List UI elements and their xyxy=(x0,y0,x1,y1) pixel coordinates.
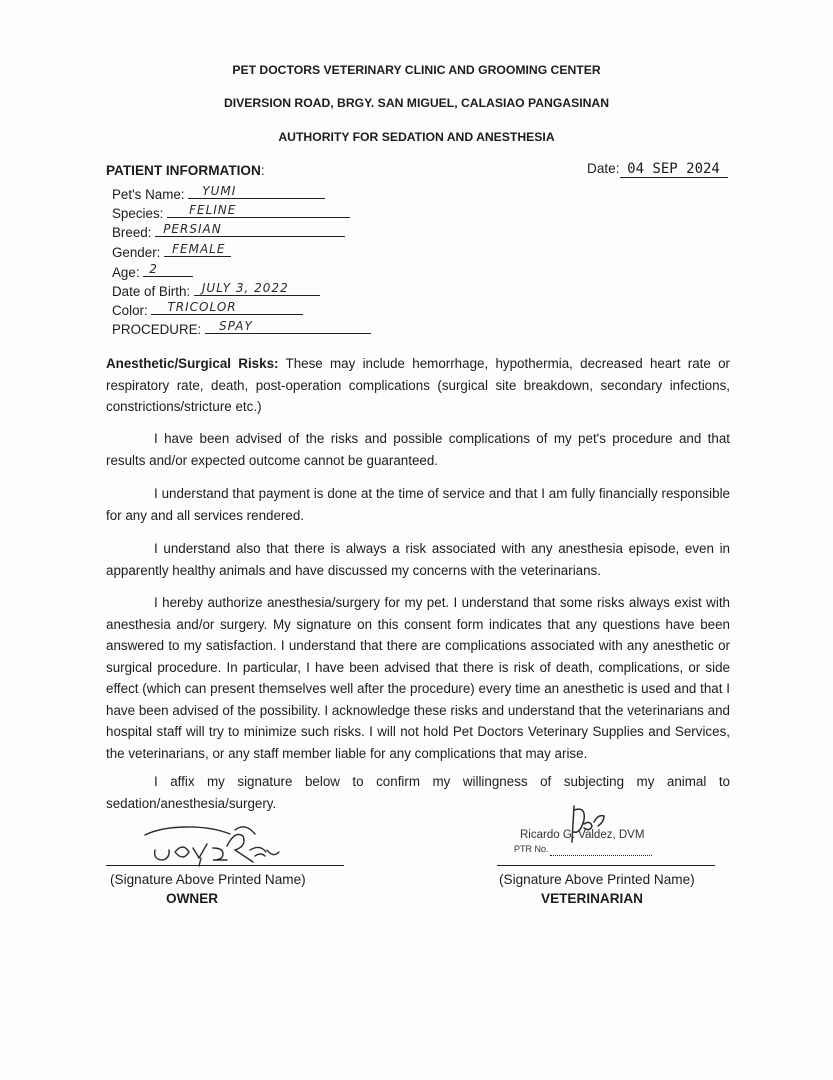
owner-role-label: OWNER xyxy=(166,891,219,906)
clinic-address: DIVERSION ROAD, BRGY. SAN MIGUEL, CALASIAO PANGASINAN xyxy=(223,96,610,110)
field-label: Breed: xyxy=(112,225,152,240)
field-value: FEMALE xyxy=(164,242,231,257)
vet-signature-caption: (Signature Above Printed Name) xyxy=(499,872,695,887)
risks-paragraph xyxy=(106,353,730,418)
paragraph-affix-signature: I affix my signature below to confirm my willingness of subjecting my animal to sedation/anesthesia/surgery. xyxy=(106,774,730,811)
date-field xyxy=(587,161,728,178)
vet-ptr-label: PTR No. xyxy=(514,844,549,854)
field-label: Pet's Name: xyxy=(112,187,185,202)
field-value: JULY 3, 2022 xyxy=(194,281,320,296)
owner-signature-line xyxy=(106,865,344,866)
field-label: PROCEDURE: xyxy=(112,322,202,337)
field-label: Age: xyxy=(112,265,140,280)
owner-signature-caption: (Signature Above Printed Name) xyxy=(110,872,306,887)
date-label: Date: xyxy=(587,161,620,176)
clinic-name: PET DOCTORS VETERINARY CLINIC AND GROOMING CENTER xyxy=(232,63,601,77)
field-breed xyxy=(112,222,345,242)
field-value: TRICOLOR xyxy=(151,300,303,315)
field-color xyxy=(112,300,303,320)
field-value: 2 xyxy=(143,262,193,277)
paragraph-risk-anesthesia: I understand also that there is always a risk associated with any anesthesia episode, even in apparently healthy animals and have discussed my concerns with the veterinarians. xyxy=(106,541,730,578)
paragraph-authorization: I hereby authorize anesthesia/surgery for my pet. I understand that some risks always exist with anesthesia and/or surgery. My signature on this consent form indicates that any questions have been answered to my satisfaction. I understand that there are complications associated with any anesthetic or surgical procedure. In particular, I have been advised that there is risk of death, complications, or side effect (which can present themselves well after the procedure) every time an anesthetic is used and that I have been advised of the possibility. I acknowledge these risks and understand that the veterinarians and hospital staff will try to minimize such risks. I will not hold Pet Doctors Veterinary Supplies and Services, the veterinarians, or any staff member liable for any complications that may arise. xyxy=(106,595,730,761)
paragraph-risks-advised: I have been advised of the risks and possible complications of my pet's procedure and that results and/or expected outcome cannot be guaranteed. xyxy=(106,431,730,468)
field-label: Date of Birth: xyxy=(112,284,191,299)
field-value: SPAY xyxy=(205,319,371,334)
field-pet-name xyxy=(112,184,325,204)
form-title: AUTHORITY FOR SEDATION AND ANESTHESIA xyxy=(278,130,555,144)
vet-signature-line xyxy=(497,865,715,866)
field-age xyxy=(112,262,193,282)
field-gender xyxy=(112,242,231,262)
patient-info-title: PATIENT INFORMATION: xyxy=(106,163,265,178)
field-label: Gender: xyxy=(112,245,161,260)
vet-role-label: VETERINARIAN xyxy=(541,891,643,906)
field-date-of-birth xyxy=(112,281,320,301)
field-value: YUMI xyxy=(188,184,325,199)
date-value: 04 SEP 2024 xyxy=(620,162,728,178)
vet-ptr-line xyxy=(550,855,652,856)
field-value: FELINE xyxy=(167,203,350,218)
field-value: PERSIAN xyxy=(155,222,345,237)
vet-signature xyxy=(560,802,620,848)
paragraph-payment: I understand that payment is done at the time of service and that I am fully financially responsible for any and all services rendered. xyxy=(106,486,730,523)
field-label: Species: xyxy=(112,206,164,221)
risks-text: These may include hemorrhage, hypothermia, decreased heart rate or respiratory rate, death, post-operation complications (surgical site breakdown, secondary infections, constrictions/stricture etc.) xyxy=(106,356,730,414)
risks-label: Anesthetic/Surgical Risks: xyxy=(106,356,279,371)
vet-printed-name: Ricardo G. Valdez, DVM xyxy=(520,829,645,841)
field-species xyxy=(112,203,350,223)
owner-signature xyxy=(135,820,285,870)
field-label: Color: xyxy=(112,303,148,318)
field-procedure xyxy=(112,319,371,339)
